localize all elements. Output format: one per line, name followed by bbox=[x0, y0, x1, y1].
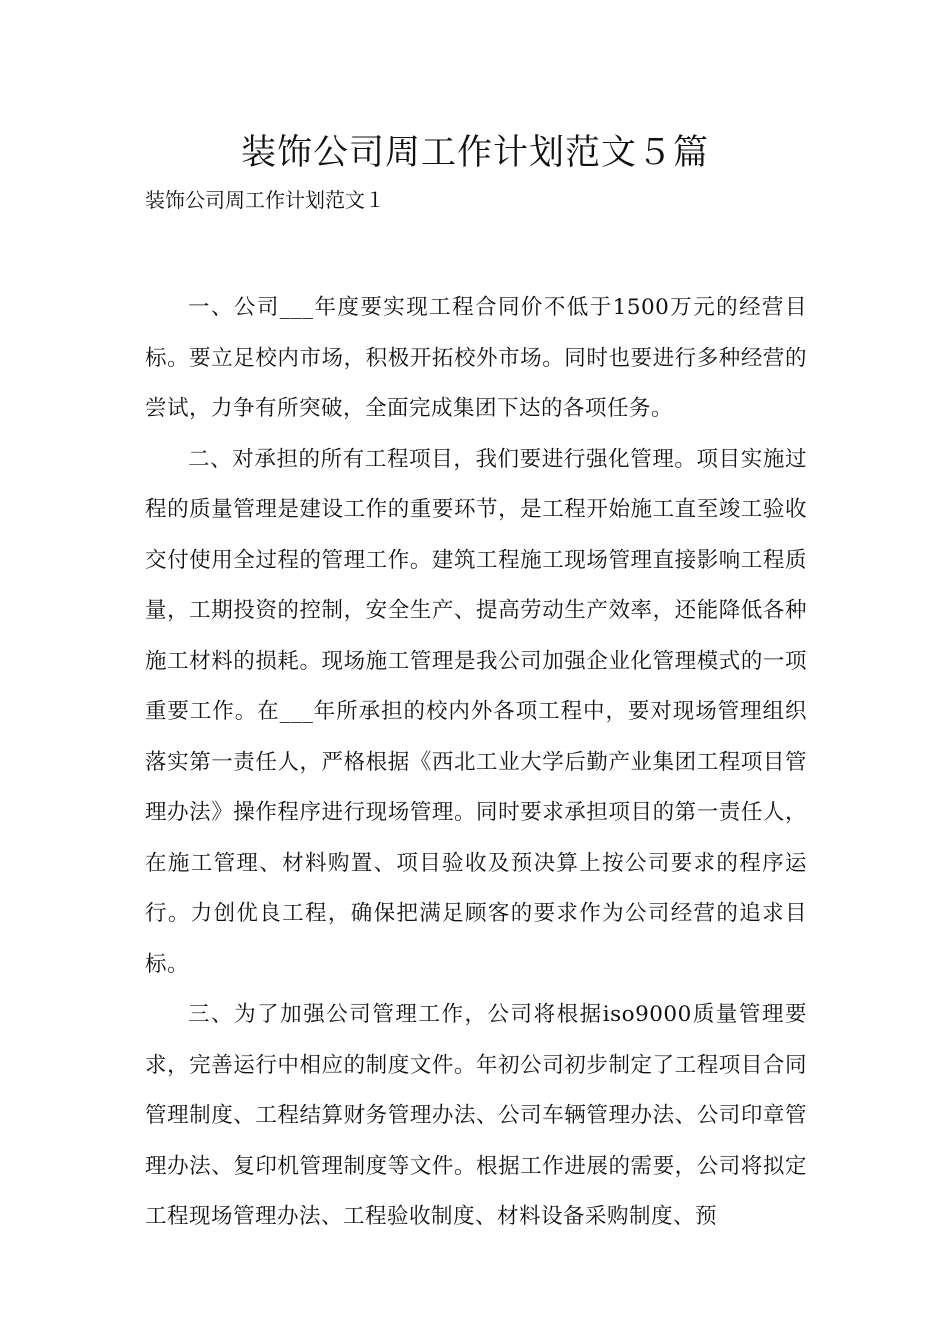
document-body bbox=[145, 283, 807, 1243]
document-title: 装饰公司周工作计划范文５篇 bbox=[240, 133, 709, 173]
document-subtitle: 装饰公司周工作计划范文１ bbox=[145, 188, 385, 212]
paragraph-1: 一、公司___年度要实现工程合同价不低于1500万元的经营目标。要立足校内市场，积极开拓校外市场。同时也要进行多种经营的尝试，力争有所突破，全面完成集团下达的各项任务。 bbox=[145, 295, 807, 421]
paragraph-2: 二、对承担的所有工程项目，我们要进行强化管理。项目实施过程的质量管理是建设工作的重要环节，是工程开始施工直至竣工验收交付使用全过程的管理工作。建筑工程施工现场管理直接影响工程质量，工期投资的控制，安全生产、提高劳动生产效率，还能降低各种施工材料的损耗。现场施工管理是我公司加强企业化管理模式的一项重要工作。在___年所承担的校内外各项工程中，要对现场管理组织落实第一责任人，严格根据《西北工业大学后勤产业集团工程项目管理办法》操作程序进行现场管理。同时要求承担项目的第一责任人，在施工管理、材料购置、项目验收及预决算上按公司要求的程序运行。力创优良工程，确保把满足顾客的要求作为公司经营的追求目标。 bbox=[145, 446, 807, 977]
paragraph-3: 三、为了加强公司管理工作，公司将根据iso9000质量管理要求，完善运行中相应的制度文件。年初公司初步制定了工程项目合同管理制度、工程结算财务管理办法、公司车辆管理办法、公司印章管理办法、复印机管理制度等文件。根据工作进展的需要，公司将拟定工程现场管理办法、工程验收制度、材料设备采购制度、预 bbox=[145, 1002, 807, 1229]
